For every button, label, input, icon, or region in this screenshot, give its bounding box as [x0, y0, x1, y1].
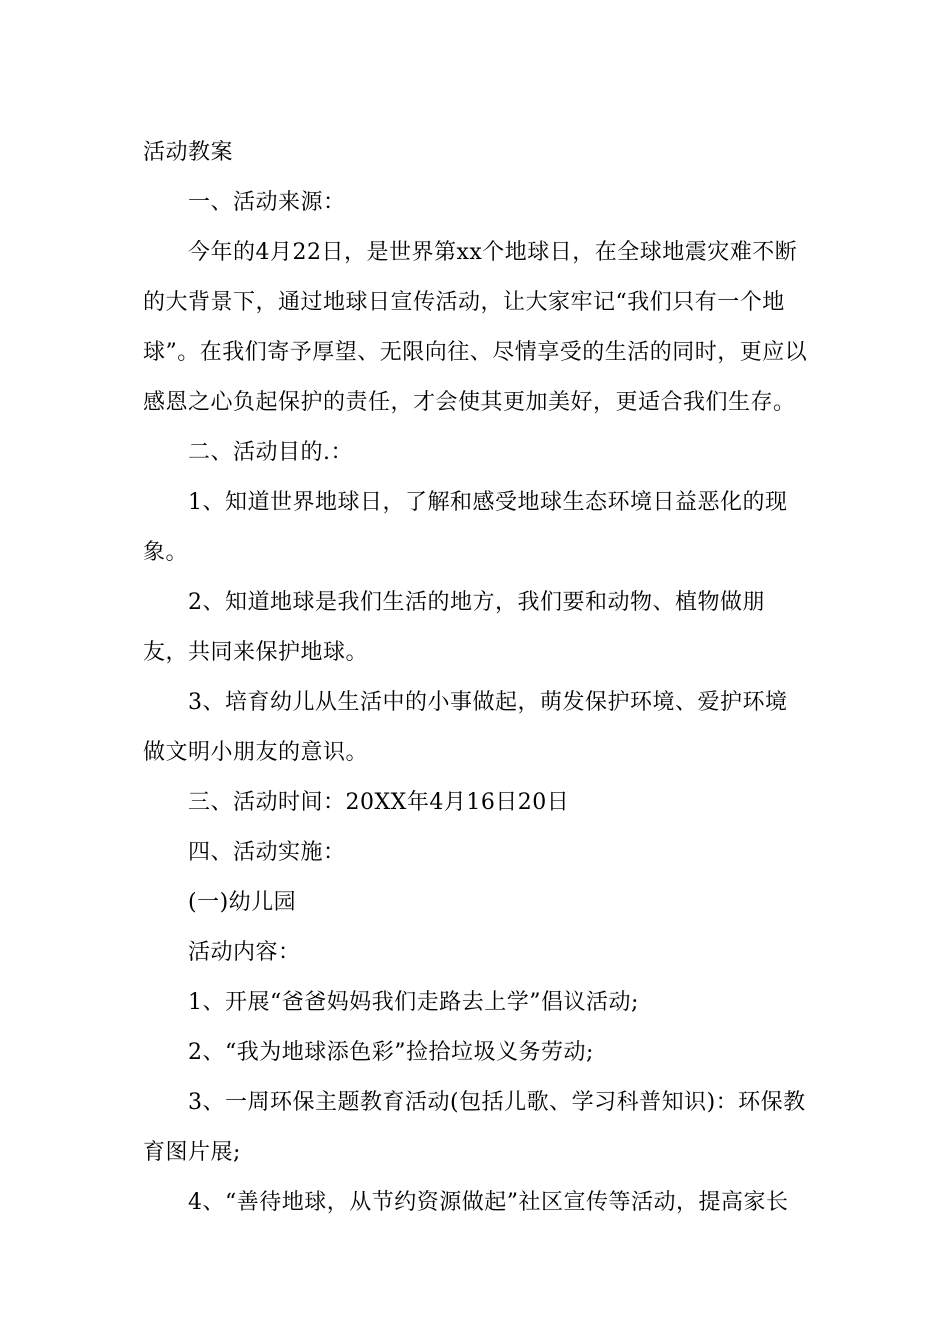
paragraph-source-text: 今年的4月22日，是世界第xx个地球日，在全球地震灾难不断的大背景下，通过地球日宣传活动，让大家牢记“我们只有一个地球”。在我们寄予厚望、无限向往、尽情享受的生活的同时，更应以感恩之心负起保护的责任，才会使其更加美好，更适合我们生存。	[143, 240, 808, 415]
section-heading-implementation: 四、活动实施：	[188, 840, 346, 865]
activity-item-4: 4、“善待地球，从节约资源做起”社区宣传等活动，提高家长	[188, 1190, 789, 1215]
document-title: 活动教案	[143, 140, 234, 165]
subsection-kindergarten: (一)幼儿园	[188, 890, 297, 915]
activity-content-label: 活动内容：	[188, 940, 301, 965]
section-heading-source: 一、活动来源：	[188, 190, 346, 215]
section-heading-goals: 二、活动目的.：	[188, 440, 353, 465]
activity-item-1: 1、开展“爸爸妈妈我们走路去上学”倡议活动;	[188, 990, 639, 1015]
goal-item-3: 3、培育幼儿从生活中的小事做起，萌发保护环境、爱护环境做文明小朋友的意识。	[143, 690, 788, 765]
activity-item-2: 2、“我为地球添色彩”捡拾垃圾义务劳动;	[188, 1040, 594, 1065]
goal-item-1: 1、知道世界地球日，了解和感受地球生态环境日益恶化的现象。	[143, 490, 788, 565]
section-heading-time: 三、活动时间：20XX年4月16日20日	[188, 790, 570, 815]
activity-item-3: 3、一周环保主题教育活动(包括儿歌、学习科普知识)：环保教育图片展;	[143, 1090, 806, 1165]
document-body	[143, 128, 808, 1228]
goal-item-2: 2、知道地球是我们生活的地方，我们要和动物、植物做朋友，共同来保护地球。	[143, 590, 765, 665]
